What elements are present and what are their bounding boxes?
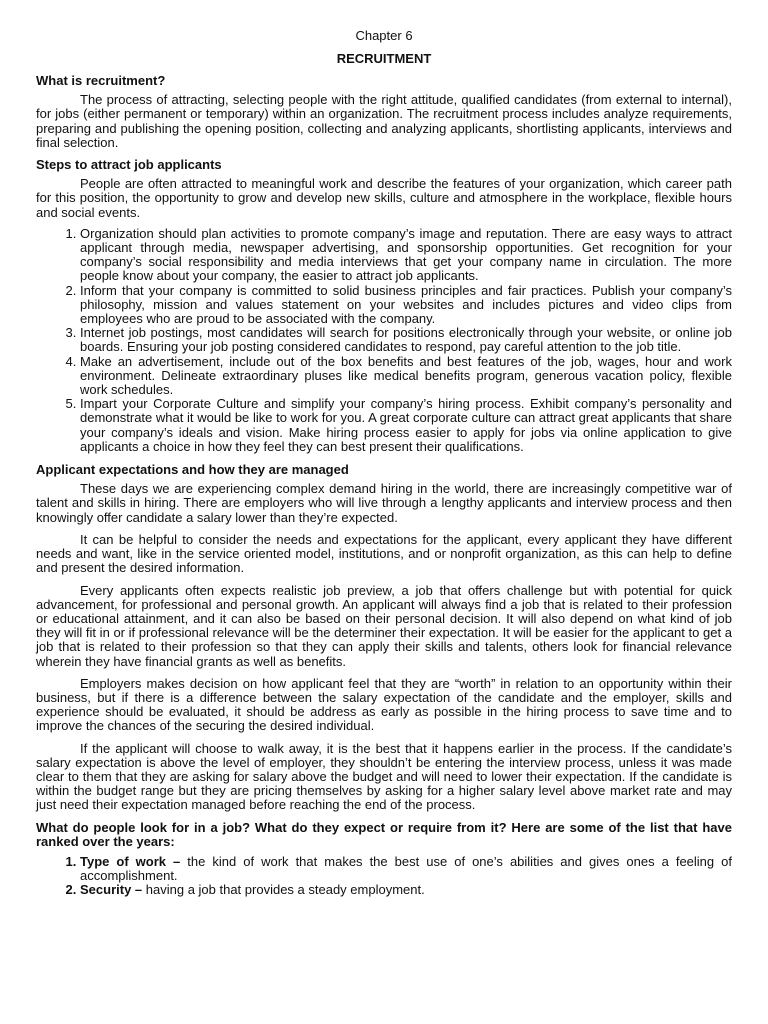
list-item: 4. Make an advertisement, include out of the box benefits and best features of the job, wages, hour and work environment. Delineate extraordinary pluses like medical benefits program, generous vacation policy, flexible work schedules.: [80, 355, 732, 398]
paragraph-steps-intro: People are often attracted to meaningful work and describe the features of your organization, which career path for this position, the opportunity to grow and develop new skills, culture and atmosphere in the workplace, flexible hours and social events.: [36, 176, 732, 220]
paragraph-expectations-4: Employers makes decision on how applicant feel that they are “worth” in relation to an opportunity within their business, but if there is a difference between the salary expectation of the candidate and the employer, skills and experience should be evaluated, it should be address as early as possible in the hiring process to save time and to improve the chances of the securing the desired individual.: [36, 675, 732, 734]
ranked-list: [36, 855, 732, 898]
section-heading-what-is-recruitment: What is recruitment?: [36, 73, 166, 88]
list-item: [80, 883, 732, 897]
section-heading-expectations: Applicant expectations and how they are managed: [36, 462, 349, 478]
chapter-label: Chapter 6: [355, 28, 413, 43]
paragraph-expectations-3: Every applicants often expects realistic job preview, a job that offers challenge but with potential for quick advancement, for professional and personal growth. An applicant will always find a job that is related to their profession or educational attainment, and it can also be based on their personal decision. It will also depend on what kind of job they will fit in or if professional relevance will be the determiner their expectation. It will be easier for the applicant to get a job that is related to their profession so that they can apply their skills and talents, others look for financial relevance wherein they have financial grants as well as benefits.: [36, 582, 732, 669]
page-title: RECRUITMENT: [336, 51, 432, 66]
item-term: Type of work –: [80, 853, 181, 869]
paragraph-expectations-5: If the applicant will choose to walk away, it is the best that it happens earlier in the process. If the candidate’s salary expectation is above the level of employer, they shouldn’t be entering the interview process, unless it was made clear to them that they are asking for salary above the budget and will need to lower their expectation. If the candidate is within the budget range but they are pricing themselves by asking for a higher salary level above market rate and may just need their expectation managed before reaching the end of the process.: [36, 740, 732, 813]
question-heading: What do people look for in a job? What do they expect or require from it? Here are some of the list that have ranked over the years:: [36, 819, 732, 849]
section-heading-steps: Steps to attract job applicants: [36, 157, 222, 173]
paragraph-definition: The process of attracting, selecting people with the right attitude, qualified candidates (from external to internal), for jobs (either permanent or temporary) within an organization. The recruitment process includes analyze requirements, preparing and publishing the opening position, collecting and analyzing applicants, shortlisting applicants, interviews and final selection.: [36, 92, 732, 150]
steps-list: [36, 227, 732, 454]
paragraph-expectations-1: These days we are experiencing complex demand hiring in the world, there are increasingly competitive war of talent and skills in hiring. There are employers who will live through a lengthy applicants and interview process and then knowingly offer candidate a salary lower than they’re expected.: [36, 481, 732, 525]
item-description: the kind of work that makes the best use of one’s abilities and gives ones a feeling of accomplishment.: [80, 853, 732, 884]
paragraph-expectations-2: It can be helpful to consider the needs and expectations for the applicant, every applicant they have different needs and want, like in the service oriented model, institutions, and or nonprofit organization, as this can help to define and present the desired information.: [36, 531, 732, 576]
list-item: 2. Inform that your company is committed to solid business principles and fair practices. Publish your company’s philosophy, mission and values statement on your websites and includes pictures and video clips from employees who are proud to be associated with the company.: [80, 284, 732, 327]
list-item: 1. Organization should plan activities to promote company’s image and reputation. There are easy ways to attract applicant through media, newspaper advertising, and sponsorship opportunities. Get recognition for your company’s social responsibility and media interviews that get your company name in circulation. The more people know about your company, the easier to attract job applicants.: [80, 227, 732, 284]
list-item: 5. Impart your Corporate Culture and simplify your company’s hiring process. Exhibit company’s personality and demonstrate what it would be like to work for you. A great corporate culture can attract great applicants that share your company’s ideals and vision. Make hiring process easier to apply for jobs via online application to give applicants a choice in how they feel they can best present their qualifications.: [80, 397, 732, 454]
list-item: [80, 855, 732, 883]
list-item: 3. Internet job postings, most candidates will search for positions electronically through your website, or online job boards. Ensuring your job posting considered candidates to respond, pay careful attention to the job title.: [80, 326, 732, 354]
item-description: having a job that provides a steady employment.: [142, 882, 425, 898]
item-term: Security –: [80, 882, 143, 898]
